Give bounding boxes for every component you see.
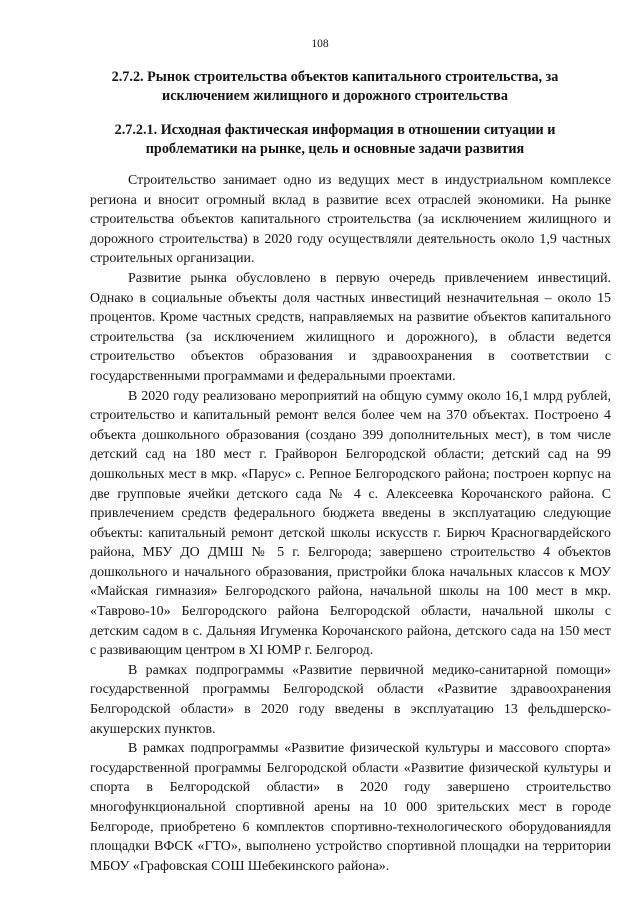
paragraph: Строительство занимает одно из ведущих мест в индустриальном комплексе региона и вносит огромный вклад в развитие всех отраслей экономики. На рынке строительства объектов капитального строительства (за исключением жилищного и дорожного строительства) в 2020 году осуществляли деятельность около 1,9 частных строительных организации. <box>90 173 611 267</box>
page-number: 108 <box>311 38 329 50</box>
paragraph: Развитие рынка обусловлено в первую очередь привлечением инвестиций. Однако в социальные объекты доля частных инвестиций незначительная – около 15 процентов. Кроме частных средств, направляемых на развитие объектов капитального строительства (за исключением жилищного и дорожного), в области ведется строительство объектов образования и здравоохранения в соответствии с государственными программами и федеральными проектами. <box>90 270 611 384</box>
paragraph: В 2020 году реализовано мероприятий на общую сумму около 16,1 млрд рублей, строительство и капитальный ремонт велся более чем на 370 объектах. Построено 4 объекта дошкольного образования (создано 399 дополнительных мест), в том числе детский сад на 180 мест г. Грайворон Белгородской области; детский сад на 99 дошкольных мест в мкр. «Парус» с. Репное Белгородского района; построен корпус на две групповые ячейки детского сада № 4 с. Алексеевка Корочанского района. С привлечением средств федерального бюджета введены в эксплуатацию следующие объекты: капитальный ремонт детской школы искусств г. Бирюч Красногвардейского района, МБУ ДО ДМШ № 5 г. Белгорода; завершено строительство 4 объектов дошкольного и начального образования, пристройки блока начальных классов к МОУ «Майская гимназия» Белгородского района, начальной школы на 100 мест в мкр. «Таврово-10» Белгородского района Белгородской области, начальной школы с детским садом в с. Дальняя Игуменка Корочанского района, детского сада на 150 мест с развивающим центром в XI ЮМР г. Белгород. <box>90 388 611 659</box>
paragraph: В рамках подпрограммы «Развитие физической культуры и массового спорта» государственной программы Белгородской области «Развитие физической культуры и спорта в Белгородской области» в 2020 году завершено строительство многофункциональной спортивной арены на 10 000 зрительских мест в городе Белгороде, приобретено 6 комплектов спортивно-технологического оборудованиядля площадки ВФСК «ГТО», выполнено устройство спортивной площадки на территории МБОУ «Графовская СОШ Шебекинского района». <box>90 741 611 874</box>
section-heading: 2.7.2. Рынок строительства объектов капитального строительства, за исключением жилищного и дорожного строительства <box>111 69 559 104</box>
document-body <box>90 171 611 876</box>
subsection-heading: 2.7.2.1. Исходная фактическая информация в отношении ситуации и проблематики на рынке, цель и основные задачи развития <box>114 122 556 157</box>
paragraph: В рамках подпрограммы «Развитие первичной медико-санитарной помощи» государственной программы Белгородской области «Развитие здравоохранения Белгородской области» в 2020 году введены в эксплуатацию 13 фельдшерско-акушерских пунктов. <box>90 662 611 737</box>
